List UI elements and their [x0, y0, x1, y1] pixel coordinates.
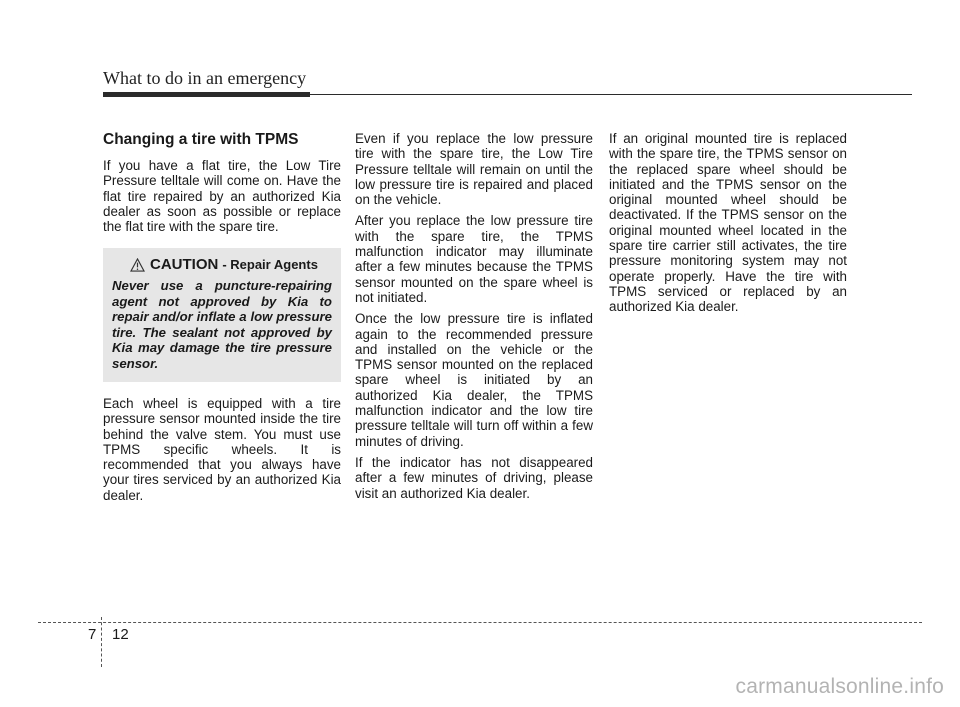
caution-header [112, 256, 332, 273]
paragraph: Once the low pressure tire is inflated again to the recommended pressure and installed on the vehicle or the TPMS sensor mounted on the replaced spare wheel is initiated by an authorized Kia dealer, the TPMS malfunction indicator and the low tire pressure telltale will turn off within a few minutes of driving. [355, 311, 593, 449]
watermark: carmanualsonline.info [735, 675, 944, 698]
column-2 [355, 131, 593, 507]
footer-dashed-rule [38, 622, 922, 623]
column-1 [103, 131, 341, 509]
paragraph: Even if you replace the low pressure tire with the spare tire, the Low Tire Pressure telltale will remain on until the low pressure tire is repaired and placed on the vehicle. [355, 131, 593, 208]
column-3 [609, 131, 847, 321]
header-accent-bar [103, 92, 310, 97]
header-rule [310, 94, 912, 95]
section-heading: Changing a tire with TPMS [103, 131, 299, 148]
chapter-number: 7 [88, 626, 97, 643]
paragraph: After you replace the low pressure tire with the spare tire, the TPMS malfunction indicator may illuminate after a few minutes because the TPMS sensor mounted on the spare wheel is not initiated. [355, 213, 593, 305]
paragraph: If the indicator has not disappeared after a few minutes of driving, please visit an authorized Kia dealer. [355, 454, 593, 501]
paragraph: If you have a flat tire, the Low Tire Pressure telltale will come on. Have the flat tire repaired by an authorized Kia dealer as soon as possible or replace the flat tire with the spare tire. [103, 158, 341, 235]
page-header-title: What to do in an emergency [103, 68, 307, 88]
caution-box [103, 248, 341, 381]
footer-vertical-rule [101, 617, 102, 667]
caution-text: Never use a puncture-repairing agent not approved by Kia to repair and/or inflate a low pressure tire. The sealant not approved by Kia may damage the tire pressure sensor. [112, 278, 332, 371]
warning-triangle-icon [130, 258, 145, 272]
paragraph: If an original mounted tire is replaced with the spare tire, the TPMS sensor on the replaced spare wheel should be initiated and the TPMS sensor on the original mounted wheel should be deactivated. If the TPMS sensor on the original mounted wheel located in the spare tire carrier still activates, the tire pressure monitoring system may not operate properly. Have the tire with TPMS serviced or replaced by an authorized Kia dealer. [609, 131, 847, 315]
paragraph: Each wheel is equipped with a tire pressure sensor mounted inside the tire behind the valve stem. You must use TPMS specific wheels. It is recommended that you always have your tires serviced by an authorized Kia dealer. [103, 395, 341, 503]
caution-label: CAUTION [150, 256, 219, 274]
caution-subtitle: - Repair Agents [222, 257, 318, 273]
page-number: 12 [112, 626, 129, 643]
